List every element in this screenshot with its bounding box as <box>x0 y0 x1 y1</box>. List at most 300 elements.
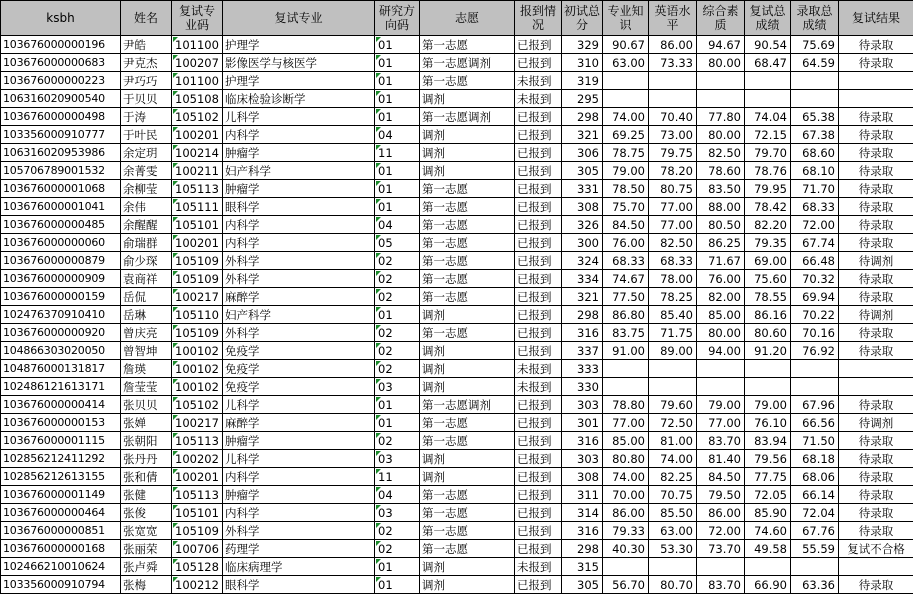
cell-major-code[interactable]: 105109 <box>172 270 223 288</box>
cell-quality[interactable]: 83.50 <box>697 180 745 198</box>
table-row[interactable] <box>1 216 913 234</box>
cell-admit-total[interactable] <box>791 378 839 396</box>
cell-initial-score[interactable]: 305 <box>562 576 603 594</box>
cell-name[interactable]: 张朝阳 <box>121 432 172 450</box>
cell-quality[interactable] <box>697 558 745 576</box>
cell-retest-total[interactable] <box>745 360 791 378</box>
cell-report[interactable]: 已报到 <box>515 54 562 72</box>
cell-major[interactable]: 肿瘤学 <box>223 144 375 162</box>
cell-major-code[interactable]: 101100 <box>172 72 223 90</box>
cell-quality[interactable]: 80.50 <box>697 216 745 234</box>
cell-retest-total[interactable]: 79.56 <box>745 450 791 468</box>
cell-initial-score[interactable]: 316 <box>562 324 603 342</box>
cell-wish[interactable]: 第一志愿 <box>420 504 515 522</box>
cell-major[interactable]: 护理学 <box>223 36 375 54</box>
cell-name[interactable]: 余柳莹 <box>121 180 172 198</box>
cell-admit-total[interactable]: 68.18 <box>791 450 839 468</box>
cell-report[interactable]: 已报到 <box>515 450 562 468</box>
cell-name[interactable]: 张卢舜 <box>121 558 172 576</box>
cell-result[interactable]: 待录取 <box>839 324 913 342</box>
cell-wish[interactable]: 第一志愿调剂 <box>420 396 515 414</box>
table-row[interactable] <box>1 90 913 108</box>
cell-major-code[interactable]: 100201 <box>172 234 223 252</box>
header-name[interactable]: 姓名 <box>121 1 172 36</box>
cell-major[interactable]: 内科学 <box>223 234 375 252</box>
cell-direction-code[interactable]: 02 <box>375 540 420 558</box>
cell-result[interactable]: 待调剂 <box>839 414 913 432</box>
table-row[interactable] <box>1 144 913 162</box>
cell-result[interactable] <box>839 72 913 90</box>
cell-quality[interactable]: 72.00 <box>697 522 745 540</box>
cell-direction-code[interactable]: 01 <box>375 90 420 108</box>
cell-quality[interactable]: 77.80 <box>697 108 745 126</box>
cell-major[interactable]: 儿科学 <box>223 450 375 468</box>
cell-direction-code[interactable]: 01 <box>375 162 420 180</box>
table-row[interactable] <box>1 432 913 450</box>
cell-major[interactable]: 外科学 <box>223 270 375 288</box>
cell-ksbh[interactable]: 103676000000060 <box>1 234 121 252</box>
cell-quality[interactable]: 80.00 <box>697 126 745 144</box>
cell-result[interactable]: 待调剂 <box>839 306 913 324</box>
table-row[interactable] <box>1 252 913 270</box>
cell-knowledge[interactable]: 86.00 <box>603 504 649 522</box>
cell-english[interactable] <box>649 360 697 378</box>
cell-knowledge[interactable]: 77.50 <box>603 288 649 306</box>
cell-initial-score[interactable]: 321 <box>562 288 603 306</box>
cell-wish[interactable]: 调剂 <box>420 144 515 162</box>
cell-name[interactable]: 余伟 <box>121 198 172 216</box>
cell-direction-code[interactable]: 01 <box>375 306 420 324</box>
cell-major-code[interactable]: 100706 <box>172 540 223 558</box>
header-initial-score[interactable]: 初试总分 <box>562 1 603 36</box>
cell-ksbh[interactable]: 103676000001149 <box>1 486 121 504</box>
cell-admit-total[interactable] <box>791 558 839 576</box>
cell-direction-code[interactable]: 02 <box>375 270 420 288</box>
cell-initial-score[interactable]: 308 <box>562 468 603 486</box>
cell-quality[interactable]: 83.70 <box>697 576 745 594</box>
cell-result[interactable]: 待录取 <box>839 234 913 252</box>
header-major-code[interactable]: 复试专业码 <box>172 1 223 36</box>
cell-ksbh[interactable]: 102476370910410 <box>1 306 121 324</box>
cell-report[interactable]: 已报到 <box>515 324 562 342</box>
cell-result[interactable]: 待录取 <box>839 108 913 126</box>
cell-direction-code[interactable]: 01 <box>375 198 420 216</box>
cell-major[interactable]: 内科学 <box>223 126 375 144</box>
cell-wish[interactable]: 第一志愿 <box>420 198 515 216</box>
cell-name[interactable]: 张婵 <box>121 414 172 432</box>
cell-major-code[interactable]: 100212 <box>172 576 223 594</box>
cell-name[interactable]: 詹莹莹 <box>121 378 172 396</box>
cell-admit-total[interactable]: 69.94 <box>791 288 839 306</box>
cell-quality[interactable]: 88.00 <box>697 198 745 216</box>
cell-english[interactable]: 82.25 <box>649 468 697 486</box>
cell-retest-total[interactable] <box>745 72 791 90</box>
cell-wish[interactable]: 第一志愿 <box>420 288 515 306</box>
cell-knowledge[interactable]: 85.00 <box>603 432 649 450</box>
cell-quality[interactable]: 94.67 <box>697 36 745 54</box>
cell-ksbh[interactable]: 103676000000851 <box>1 522 121 540</box>
cell-wish[interactable]: 调剂 <box>420 90 515 108</box>
cell-major-code[interactable]: 105109 <box>172 324 223 342</box>
cell-knowledge[interactable]: 84.50 <box>603 216 649 234</box>
cell-result[interactable]: 待录取 <box>839 126 913 144</box>
cell-result[interactable]: 待录取 <box>839 144 913 162</box>
cell-direction-code[interactable]: 01 <box>375 558 420 576</box>
cell-initial-score[interactable]: 316 <box>562 522 603 540</box>
cell-major[interactable]: 眼科学 <box>223 576 375 594</box>
cell-major[interactable]: 外科学 <box>223 324 375 342</box>
cell-direction-code[interactable]: 01 <box>375 54 420 72</box>
cell-knowledge[interactable] <box>603 90 649 108</box>
cell-result[interactable]: 待录取 <box>839 216 913 234</box>
cell-quality[interactable]: 80.00 <box>697 324 745 342</box>
cell-result[interactable]: 待录取 <box>839 342 913 360</box>
cell-quality[interactable]: 79.50 <box>697 486 745 504</box>
cell-admit-total[interactable]: 66.56 <box>791 414 839 432</box>
cell-major[interactable]: 麻醉学 <box>223 414 375 432</box>
cell-name[interactable]: 尹皓 <box>121 36 172 54</box>
cell-quality[interactable] <box>697 360 745 378</box>
cell-major[interactable]: 妇产科学 <box>223 306 375 324</box>
cell-name[interactable]: 张健 <box>121 486 172 504</box>
cell-admit-total[interactable]: 65.38 <box>791 108 839 126</box>
cell-wish[interactable]: 第一志愿 <box>420 414 515 432</box>
cell-result[interactable]: 待录取 <box>839 504 913 522</box>
table-row[interactable] <box>1 504 913 522</box>
cell-major[interactable]: 免疫学 <box>223 378 375 396</box>
cell-quality[interactable]: 86.00 <box>697 504 745 522</box>
cell-report[interactable]: 已报到 <box>515 414 562 432</box>
cell-knowledge[interactable] <box>603 360 649 378</box>
cell-major[interactable]: 儿科学 <box>223 108 375 126</box>
cell-wish[interactable]: 调剂 <box>420 468 515 486</box>
cell-wish[interactable]: 调剂 <box>420 342 515 360</box>
cell-ksbh[interactable]: 103676000000464 <box>1 504 121 522</box>
cell-name[interactable]: 于叶民 <box>121 126 172 144</box>
cell-ksbh[interactable]: 103676000000168 <box>1 540 121 558</box>
cell-name[interactable]: 张宽宽 <box>121 522 172 540</box>
cell-wish[interactable]: 第一志愿 <box>420 540 515 558</box>
cell-report[interactable]: 已报到 <box>515 522 562 540</box>
table-row[interactable] <box>1 324 913 342</box>
cell-wish[interactable]: 第一志愿调剂 <box>420 54 515 72</box>
cell-ksbh[interactable]: 103676000000414 <box>1 396 121 414</box>
cell-quality[interactable]: 81.40 <box>697 450 745 468</box>
cell-direction-code[interactable]: 04 <box>375 126 420 144</box>
cell-report[interactable]: 已报到 <box>515 108 562 126</box>
cell-english[interactable]: 77.00 <box>649 198 697 216</box>
cell-report[interactable]: 已报到 <box>515 288 562 306</box>
cell-report[interactable]: 已报到 <box>515 126 562 144</box>
cell-major[interactable]: 临床检验诊断学 <box>223 90 375 108</box>
cell-english[interactable]: 80.70 <box>649 576 697 594</box>
cell-initial-score[interactable]: 314 <box>562 504 603 522</box>
cell-quality[interactable] <box>697 72 745 90</box>
cell-direction-code[interactable]: 03 <box>375 450 420 468</box>
cell-major[interactable]: 护理学 <box>223 72 375 90</box>
cell-retest-total[interactable]: 77.75 <box>745 468 791 486</box>
cell-retest-total[interactable]: 76.10 <box>745 414 791 432</box>
cell-direction-code[interactable]: 01 <box>375 108 420 126</box>
cell-report[interactable]: 未报到 <box>515 90 562 108</box>
cell-retest-total[interactable]: 69.00 <box>745 252 791 270</box>
cell-initial-score[interactable]: 321 <box>562 126 603 144</box>
cell-direction-code[interactable]: 01 <box>375 396 420 414</box>
cell-admit-total[interactable]: 63.36 <box>791 576 839 594</box>
cell-retest-total[interactable]: 86.16 <box>745 306 791 324</box>
cell-result[interactable]: 待录取 <box>839 468 913 486</box>
cell-knowledge[interactable]: 79.33 <box>603 522 649 540</box>
cell-wish[interactable]: 调剂 <box>420 558 515 576</box>
cell-name[interactable]: 俞少琛 <box>121 252 172 270</box>
cell-english[interactable]: 63.00 <box>649 522 697 540</box>
cell-report[interactable]: 已报到 <box>515 306 562 324</box>
cell-initial-score[interactable]: 329 <box>562 36 603 54</box>
cell-result[interactable]: 待录取 <box>839 396 913 414</box>
cell-english[interactable]: 79.75 <box>649 144 697 162</box>
cell-name[interactable]: 余菁雯 <box>121 162 172 180</box>
cell-admit-total[interactable]: 71.70 <box>791 180 839 198</box>
cell-admit-total[interactable]: 72.00 <box>791 216 839 234</box>
cell-retest-total[interactable]: 74.04 <box>745 108 791 126</box>
cell-result[interactable]: 待录取 <box>839 54 913 72</box>
cell-wish[interactable]: 调剂 <box>420 576 515 594</box>
table-row[interactable] <box>1 198 913 216</box>
cell-major[interactable]: 麻醉学 <box>223 288 375 306</box>
cell-english[interactable]: 82.50 <box>649 234 697 252</box>
cell-wish[interactable]: 调剂 <box>420 306 515 324</box>
cell-quality[interactable]: 71.67 <box>697 252 745 270</box>
cell-major-code[interactable]: 100202 <box>172 450 223 468</box>
cell-report[interactable]: 已报到 <box>515 486 562 504</box>
cell-ksbh[interactable]: 106316020953986 <box>1 144 121 162</box>
cell-result[interactable]: 待调剂 <box>839 252 913 270</box>
cell-direction-code[interactable]: 01 <box>375 414 420 432</box>
cell-ksbh[interactable]: 103676000000879 <box>1 252 121 270</box>
table-row[interactable] <box>1 234 913 252</box>
cell-ksbh[interactable]: 102856212613155 <box>1 468 121 486</box>
cell-retest-total[interactable]: 79.95 <box>745 180 791 198</box>
table-row[interactable] <box>1 270 913 288</box>
cell-admit-total[interactable]: 70.32 <box>791 270 839 288</box>
cell-direction-code[interactable]: 01 <box>375 180 420 198</box>
cell-ksbh[interactable]: 103676000000159 <box>1 288 121 306</box>
cell-report[interactable]: 已报到 <box>515 270 562 288</box>
cell-report[interactable]: 未报到 <box>515 558 562 576</box>
cell-result[interactable] <box>839 90 913 108</box>
cell-english[interactable]: 68.33 <box>649 252 697 270</box>
cell-direction-code[interactable]: 04 <box>375 486 420 504</box>
cell-knowledge[interactable]: 69.25 <box>603 126 649 144</box>
cell-english[interactable]: 78.20 <box>649 162 697 180</box>
cell-ksbh[interactable]: 103676000000920 <box>1 324 121 342</box>
cell-admit-total[interactable]: 68.06 <box>791 468 839 486</box>
cell-wish[interactable]: 第一志愿 <box>420 234 515 252</box>
cell-report[interactable]: 已报到 <box>515 342 562 360</box>
cell-major-code[interactable]: 105113 <box>172 180 223 198</box>
cell-english[interactable]: 53.30 <box>649 540 697 558</box>
table-row[interactable] <box>1 522 913 540</box>
cell-direction-code[interactable]: 02 <box>375 252 420 270</box>
cell-direction-code[interactable]: 02 <box>375 324 420 342</box>
cell-admit-total[interactable]: 68.10 <box>791 162 839 180</box>
cell-knowledge[interactable]: 91.00 <box>603 342 649 360</box>
cell-retest-total[interactable]: 83.94 <box>745 432 791 450</box>
cell-major-code[interactable]: 100211 <box>172 162 223 180</box>
cell-direction-code[interactable]: 02 <box>375 288 420 306</box>
cell-initial-score[interactable]: 319 <box>562 72 603 90</box>
cell-name[interactable]: 尹巧巧 <box>121 72 172 90</box>
cell-report[interactable]: 已报到 <box>515 180 562 198</box>
header-quality[interactable]: 综合素质 <box>697 1 745 36</box>
cell-wish[interactable]: 调剂 <box>420 360 515 378</box>
cell-retest-total[interactable]: 66.90 <box>745 576 791 594</box>
cell-admit-total[interactable] <box>791 72 839 90</box>
cell-ksbh[interactable]: 103676000000683 <box>1 54 121 72</box>
cell-name[interactable]: 曾庆亮 <box>121 324 172 342</box>
cell-major-code[interactable]: 100102 <box>172 378 223 396</box>
cell-report[interactable]: 已报到 <box>515 576 562 594</box>
cell-initial-score[interactable]: 331 <box>562 180 603 198</box>
cell-direction-code[interactable]: 01 <box>375 576 420 594</box>
cell-quality[interactable]: 76.00 <box>697 270 745 288</box>
cell-initial-score[interactable]: 305 <box>562 162 603 180</box>
table-row[interactable] <box>1 468 913 486</box>
cell-wish[interactable]: 第一志愿 <box>420 252 515 270</box>
cell-english[interactable]: 74.00 <box>649 450 697 468</box>
table-row[interactable] <box>1 360 913 378</box>
cell-retest-total[interactable]: 74.60 <box>745 522 791 540</box>
cell-quality[interactable]: 82.50 <box>697 144 745 162</box>
cell-report[interactable]: 已报到 <box>515 216 562 234</box>
cell-ksbh[interactable]: 103676000001115 <box>1 432 121 450</box>
cell-english[interactable]: 70.40 <box>649 108 697 126</box>
cell-major-code[interactable]: 105113 <box>172 486 223 504</box>
cell-report[interactable]: 已报到 <box>515 36 562 54</box>
cell-direction-code[interactable]: 11 <box>375 144 420 162</box>
cell-knowledge[interactable]: 74.00 <box>603 108 649 126</box>
cell-ksbh[interactable]: 105706789001532 <box>1 162 121 180</box>
cell-initial-score[interactable]: 308 <box>562 198 603 216</box>
header-major[interactable]: 复试专业 <box>223 1 375 36</box>
header-wish[interactable]: 志愿 <box>420 1 515 36</box>
cell-retest-total[interactable]: 49.58 <box>745 540 791 558</box>
cell-major[interactable]: 内科学 <box>223 504 375 522</box>
cell-wish[interactable]: 调剂 <box>420 450 515 468</box>
table-row[interactable] <box>1 180 913 198</box>
header-report[interactable]: 报到情况 <box>515 1 562 36</box>
cell-knowledge[interactable]: 56.70 <box>603 576 649 594</box>
cell-name[interactable]: 俞瑞群 <box>121 234 172 252</box>
cell-direction-code[interactable]: 03 <box>375 378 420 396</box>
cell-major-code[interactable]: 105102 <box>172 108 223 126</box>
cell-wish[interactable]: 第一志愿 <box>420 324 515 342</box>
cell-wish[interactable]: 第一志愿 <box>420 432 515 450</box>
table-row[interactable] <box>1 342 913 360</box>
cell-quality[interactable] <box>697 90 745 108</box>
cell-ksbh[interactable]: 103676000000909 <box>1 270 121 288</box>
table-row[interactable] <box>1 558 913 576</box>
cell-wish[interactable]: 第一志愿 <box>420 486 515 504</box>
cell-report[interactable]: 已报到 <box>515 162 562 180</box>
cell-major-code[interactable]: 105113 <box>172 432 223 450</box>
cell-ksbh[interactable]: 104866303020050 <box>1 342 121 360</box>
cell-admit-total[interactable]: 64.59 <box>791 54 839 72</box>
cell-major-code[interactable]: 100102 <box>172 342 223 360</box>
cell-report[interactable]: 未报到 <box>515 360 562 378</box>
cell-result[interactable]: 待录取 <box>839 270 913 288</box>
cell-initial-score[interactable]: 333 <box>562 360 603 378</box>
header-retest-total[interactable]: 复试总成绩 <box>745 1 791 36</box>
cell-knowledge[interactable]: 76.00 <box>603 234 649 252</box>
cell-initial-score[interactable]: 298 <box>562 540 603 558</box>
cell-result[interactable] <box>839 558 913 576</box>
header-admit-total[interactable]: 录取总成绩 <box>791 1 839 36</box>
cell-admit-total[interactable]: 68.60 <box>791 144 839 162</box>
cell-direction-code[interactable]: 02 <box>375 342 420 360</box>
cell-quality[interactable]: 73.70 <box>697 540 745 558</box>
cell-wish[interactable]: 调剂 <box>420 162 515 180</box>
cell-retest-total[interactable]: 68.47 <box>745 54 791 72</box>
cell-quality[interactable]: 86.25 <box>697 234 745 252</box>
cell-ksbh[interactable]: 103676000000498 <box>1 108 121 126</box>
cell-major-code[interactable]: 105128 <box>172 558 223 576</box>
cell-report[interactable]: 未报到 <box>515 72 562 90</box>
cell-english[interactable]: 71.75 <box>649 324 697 342</box>
cell-ksbh[interactable]: 102856212411292 <box>1 450 121 468</box>
cell-major[interactable]: 儿科学 <box>223 396 375 414</box>
cell-result[interactable]: 待录取 <box>839 180 913 198</box>
cell-initial-score[interactable]: 326 <box>562 216 603 234</box>
cell-name[interactable]: 张丽荣 <box>121 540 172 558</box>
table-row[interactable] <box>1 162 913 180</box>
cell-ksbh[interactable]: 103676000000153 <box>1 414 121 432</box>
cell-knowledge[interactable]: 74.00 <box>603 468 649 486</box>
cell-name[interactable]: 岳琳 <box>121 306 172 324</box>
table-row[interactable] <box>1 414 913 432</box>
cell-result[interactable] <box>839 378 913 396</box>
cell-ksbh[interactable]: 102466210010624 <box>1 558 121 576</box>
cell-knowledge[interactable] <box>603 378 649 396</box>
cell-initial-score[interactable]: 306 <box>562 144 603 162</box>
cell-retest-total[interactable]: 72.15 <box>745 126 791 144</box>
cell-english[interactable]: 81.00 <box>649 432 697 450</box>
cell-quality[interactable]: 82.00 <box>697 288 745 306</box>
cell-major[interactable]: 内科学 <box>223 216 375 234</box>
cell-retest-total[interactable]: 90.54 <box>745 36 791 54</box>
cell-name[interactable]: 张贝贝 <box>121 396 172 414</box>
cell-quality[interactable] <box>697 378 745 396</box>
table-row[interactable] <box>1 72 913 90</box>
cell-result[interactable]: 待录取 <box>839 486 913 504</box>
cell-retest-total[interactable]: 80.60 <box>745 324 791 342</box>
cell-major-code[interactable]: 100201 <box>172 468 223 486</box>
table-row[interactable] <box>1 36 913 54</box>
cell-major-code[interactable]: 100217 <box>172 414 223 432</box>
cell-direction-code[interactable]: 03 <box>375 504 420 522</box>
cell-initial-score[interactable]: 301 <box>562 414 603 432</box>
cell-wish[interactable]: 调剂 <box>420 378 515 396</box>
cell-direction-code[interactable]: 01 <box>375 36 420 54</box>
cell-initial-score[interactable]: 303 <box>562 450 603 468</box>
cell-admit-total[interactable]: 67.96 <box>791 396 839 414</box>
cell-english[interactable]: 73.00 <box>649 126 697 144</box>
cell-major[interactable]: 影像医学与核医学 <box>223 54 375 72</box>
cell-english[interactable] <box>649 72 697 90</box>
cell-major-code[interactable]: 105110 <box>172 306 223 324</box>
cell-english[interactable]: 89.00 <box>649 342 697 360</box>
cell-report[interactable]: 已报到 <box>515 198 562 216</box>
